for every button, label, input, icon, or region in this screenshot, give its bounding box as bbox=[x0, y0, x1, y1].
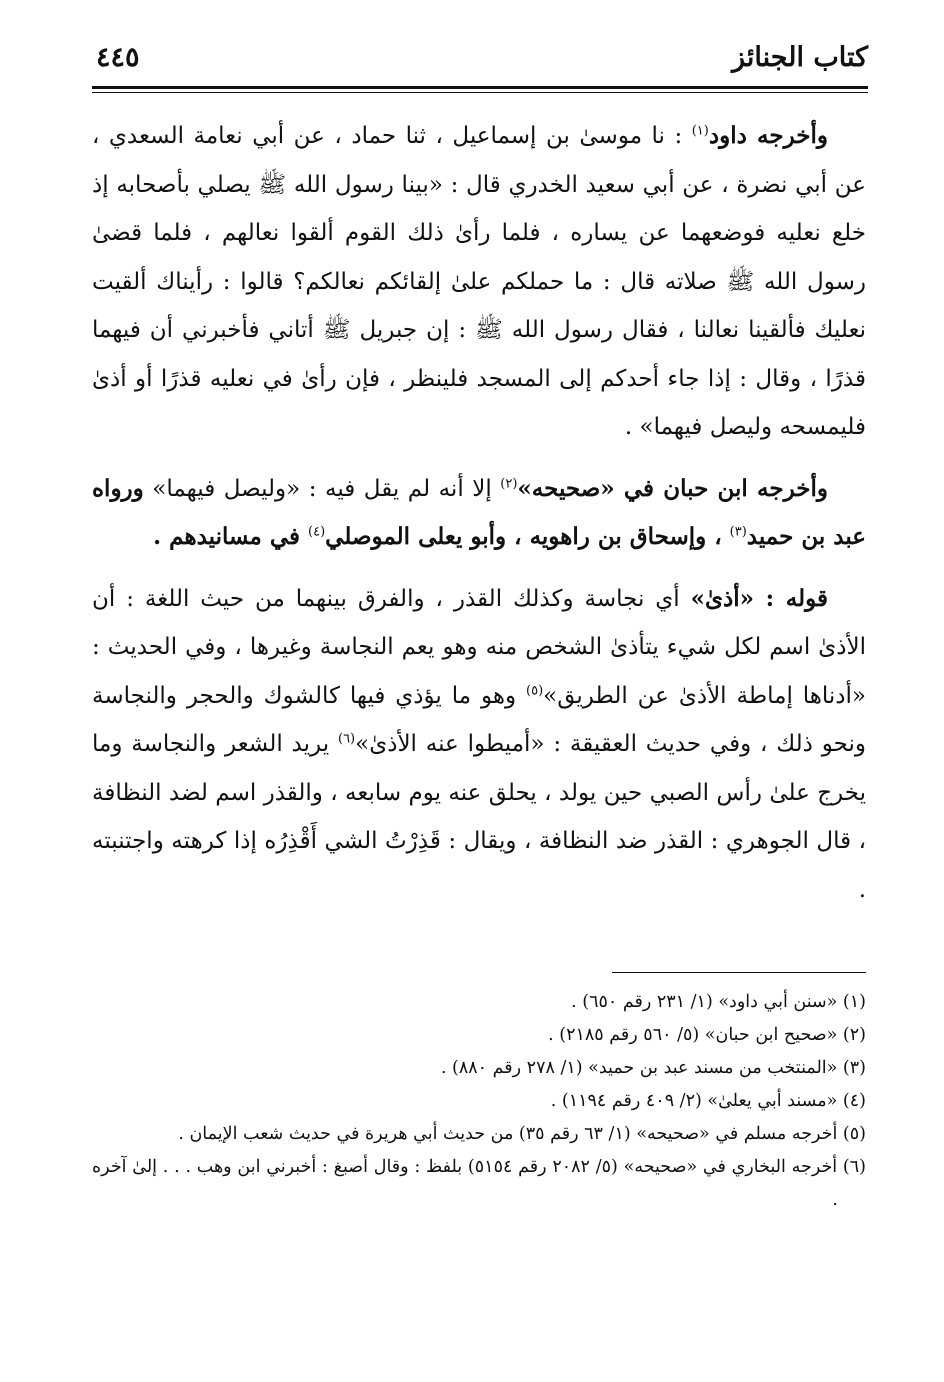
paragraph-text: : نا موسىٰ بن إسماعيل ، ثنا حماد ، عن أبي نعامة السعدي ، عن أبي نضرة ، عن أبي سعيد الخدري قال : «بينا رسول الله ﷺ يصلي بأصحابه إذ خلع نعليه فوضعهما عن يساره ، فلما رأىٰ ذلك القوم ألقوا نعالهم ، فلما قضىٰ رسول الله ﷺ صلاته قال : ما حملكم علىٰ إلقائكم نعالكم؟ قالوا : رأيناك ألقيت نعليك فألقينا نعالنا ، فقال رسول الله ﷺ : إن جبريل ﷺ أتاني فأخبرني أن فيهما قذرًا ، وقال : إذا جاء أحدكم إلى المسجد فلينظر ، فإن رأىٰ في نعليه قذرًا أو أذىٰ فليمسحه وليصل فيهما» . bbox=[92, 123, 866, 440]
footnote-ref: (٣) bbox=[729, 524, 747, 540]
footnote-ref: (٤) bbox=[308, 524, 326, 540]
footnote-separator bbox=[612, 972, 866, 973]
paragraph-bold-text: في مسانيدهم . bbox=[153, 523, 309, 550]
page-number: ٤٤٥ bbox=[96, 42, 140, 73]
footnote: (٢) «صحيح ابن حبان» (٥/ ٥٦٠ رقم ٢١٨٥) . bbox=[548, 1025, 866, 1045]
chapter-title: كتاب الجنائز bbox=[732, 42, 868, 73]
footnote-ref: (١) bbox=[691, 123, 709, 139]
main-text bbox=[92, 112, 866, 914]
paragraph-lead: قوله : «أذىٰ» bbox=[690, 584, 828, 612]
header-rule-thick bbox=[92, 86, 868, 89]
paragraph-text: يريد الشعر والنجاسة وما يخرج علىٰ رأس الصبي حين يولد ، يحلق عنه يوم سابعه ، والقذر اسم لضد النظافة ، قال الجوهري : القذر ضد النظافة ، ويقال : قَذِرْتُ الشي أَقْذِرُه إذا كرهته واجتنبته . bbox=[92, 731, 866, 903]
footnote: (١) «سنن أبي داود» (١/ ٢٣١ رقم ٦٥٠) . bbox=[571, 992, 866, 1012]
paragraph-text: إلا أنه لم يقل فيه : «وليصل فيهما» bbox=[143, 475, 501, 502]
footnotes bbox=[92, 986, 866, 1217]
paragraph-bold-text: ، وإسحاق بن راهويه ، وأبو يعلى الموصلي bbox=[325, 523, 730, 550]
paragraph-text: أي نجاسة وكذلك القذر ، والفرق بينهما من حيث اللغة : أن الأذىٰ اسم لكل شيء يتأذىٰ الشخص منه وهو يعم النجاسة وغيرها ، وفي الحديث : «أدناها إماطة الأذىٰ عن الطريق» bbox=[92, 585, 866, 709]
footnote-ref: (٥) bbox=[526, 682, 544, 698]
paragraph-abu-dawud bbox=[92, 112, 866, 452]
paragraph-bold-text: ورواه عبد بن حميد bbox=[92, 474, 866, 550]
header-rule-thin bbox=[92, 92, 868, 93]
footnote: (٥) أخرجه مسلم في «صحيحه» (١/ ٦٣ رقم ٣٥) من حديث أبي هريرة في حديث شعب الإيمان . bbox=[178, 1124, 866, 1144]
paragraph-ibn-hibban bbox=[92, 465, 866, 562]
page-header bbox=[92, 34, 868, 86]
paragraph-lead: وأخرجه داود bbox=[708, 122, 829, 149]
footnote-ref: (٢) bbox=[500, 475, 518, 491]
paragraph-text: وهو ما يؤذي فيها كالشوك والحجر والنجاسة ونحو ذلك ، وفي حديث العقيقة : «أميطوا عنه الأذىٰ» bbox=[92, 682, 867, 757]
footnote: (٦) أخرجه البخاري في «صحيحه» (٥/ ٢٠٨٢ رقم ٥١٥٤) بلفظ : وقال أصبغ : أخبرني ابن وهب . . . إلىٰ آخره . bbox=[92, 1157, 866, 1210]
footnote-ref: (٦) bbox=[337, 731, 356, 747]
paragraph-lead: وأخرجه ابن حبان في «صحيحه» bbox=[517, 474, 828, 502]
footnote: (٣) «المنتخب من مسند عبد بن حميد» (١/ ٢٧٨ رقم ٨٨٠) . bbox=[440, 1058, 866, 1078]
paragraph-adha bbox=[92, 575, 866, 915]
footnote: (٤) «مسند أبي يعلىٰ» (٢/ ٤٠٩ رقم ١١٩٤) . bbox=[550, 1091, 866, 1111]
